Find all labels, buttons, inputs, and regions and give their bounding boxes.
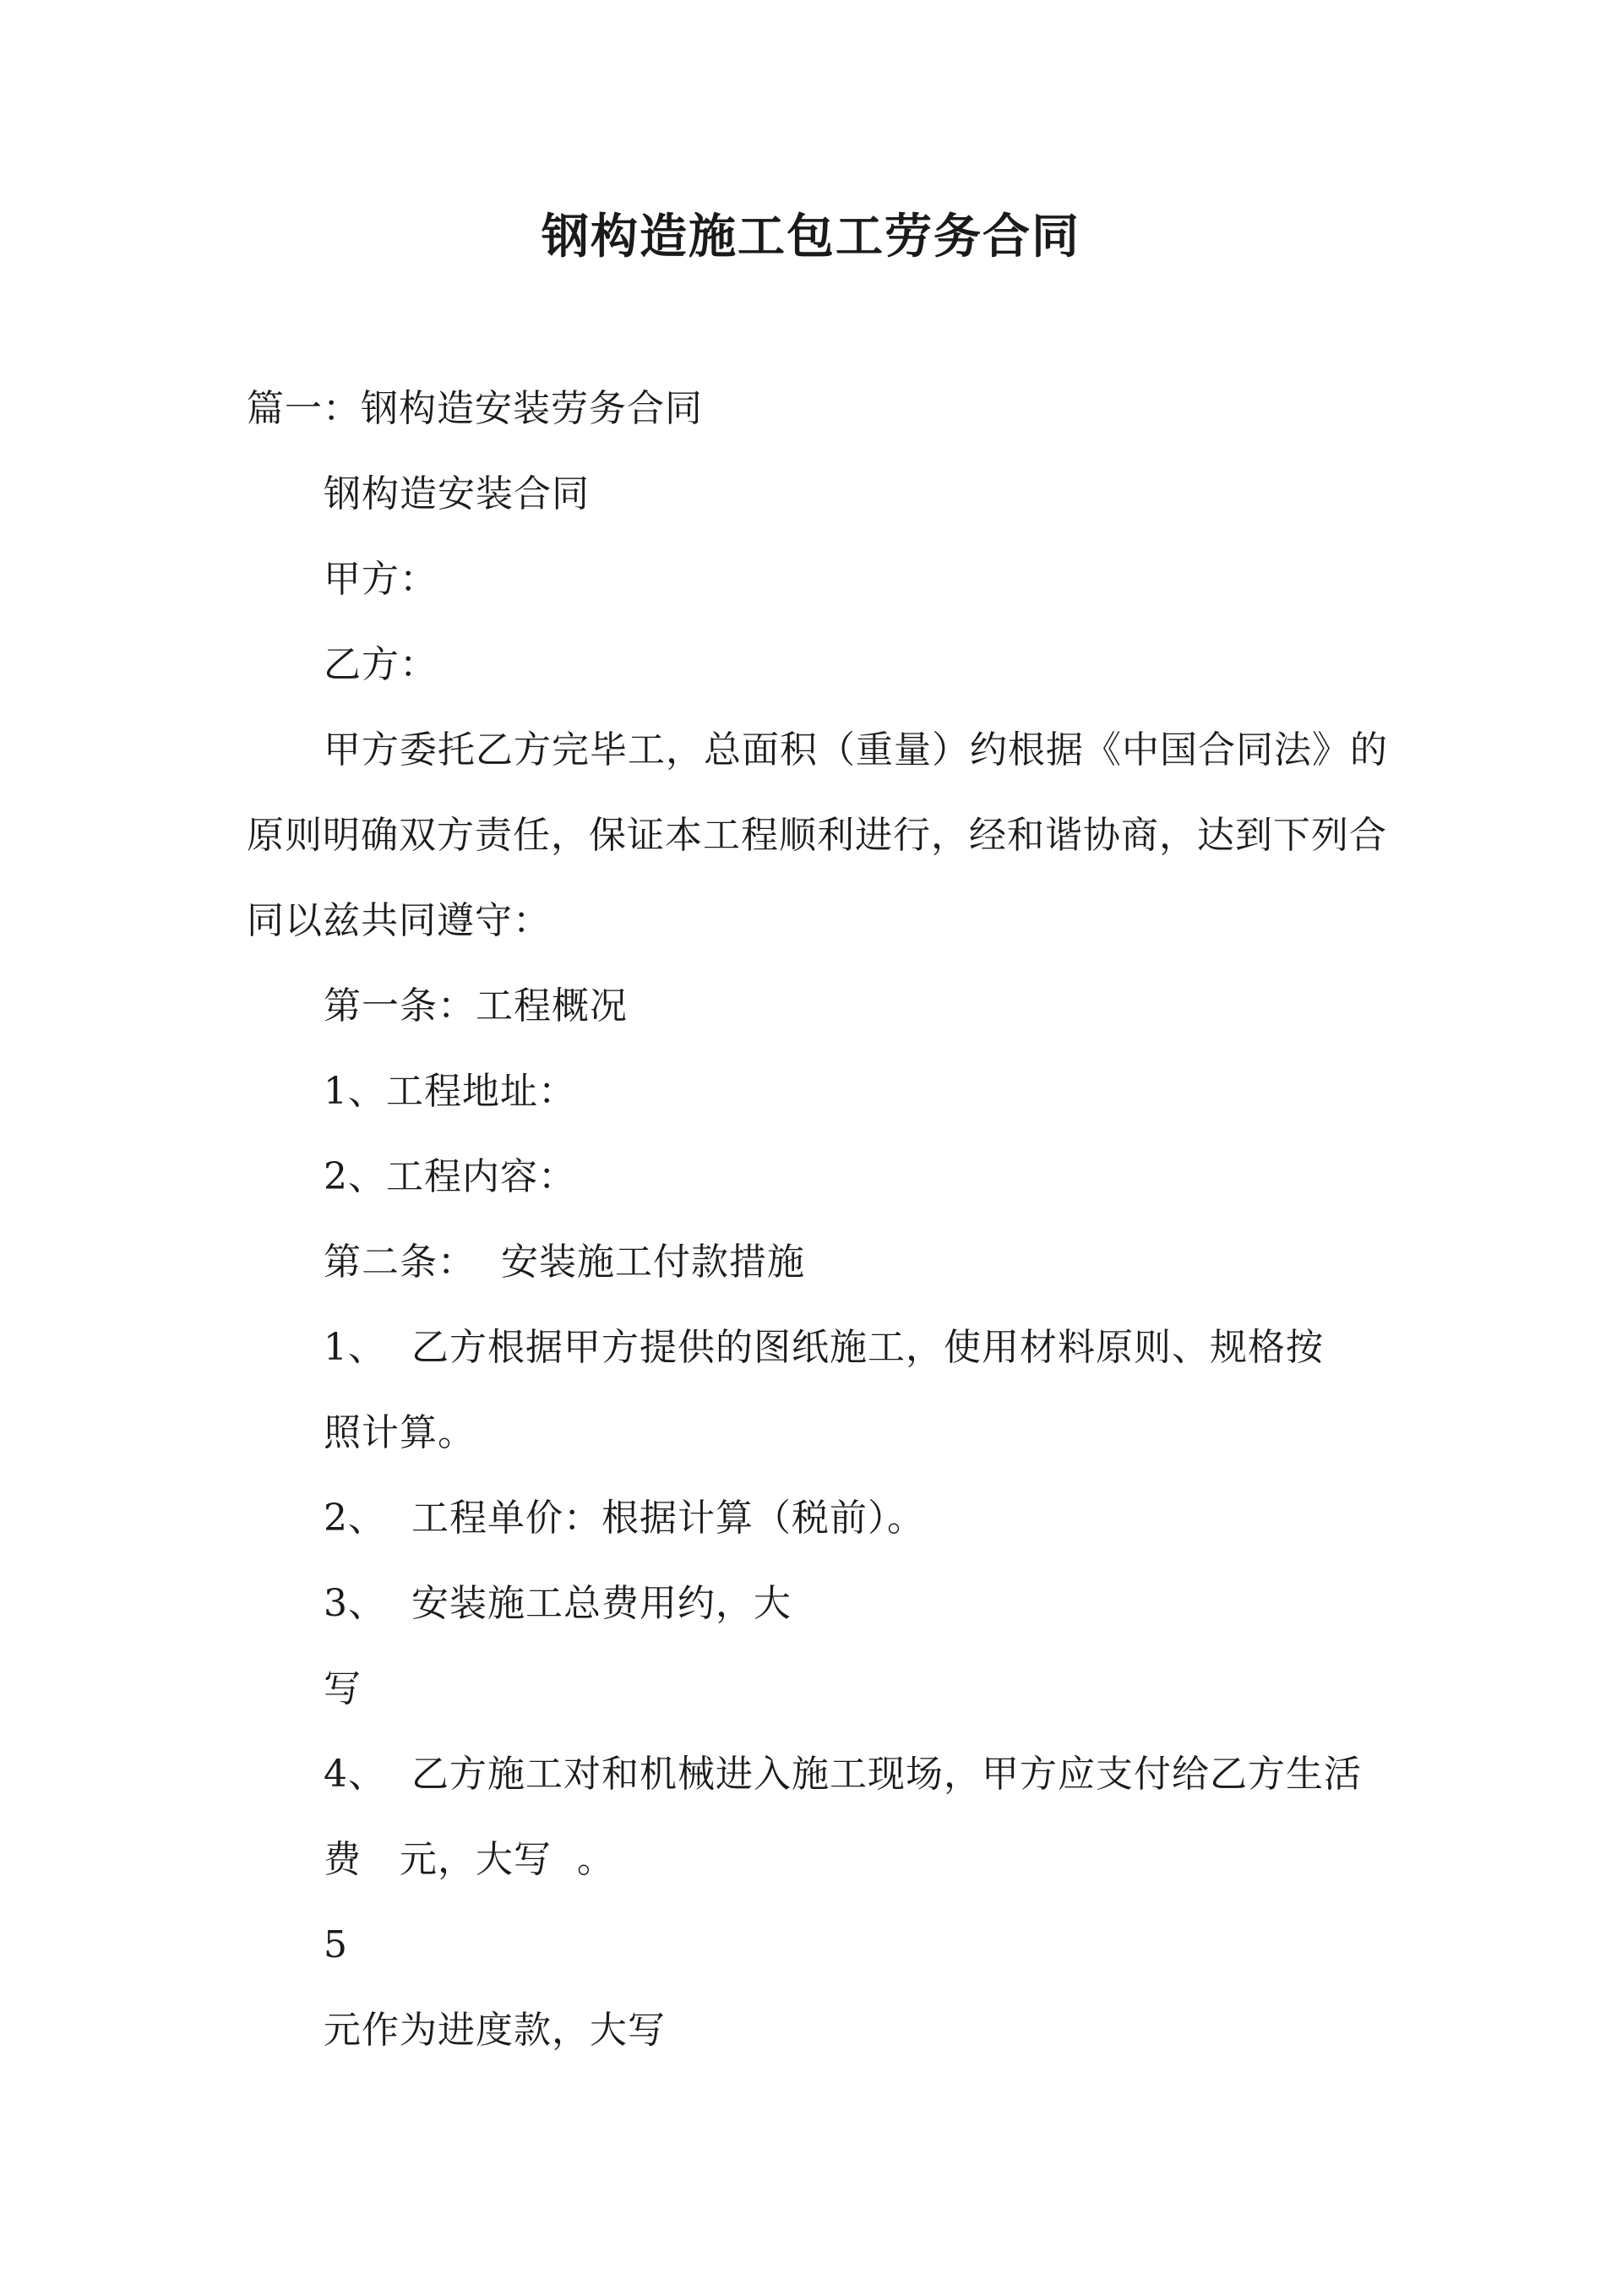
list-item-continuation: 费 元，大写 。	[324, 1838, 615, 1881]
list-item: 3、 安装施工总费用约，大	[324, 1582, 792, 1625]
list-item: 4、 乙方施工对和机械进入施工现场，甲方应支付给乙方生活	[324, 1753, 1362, 1796]
paragraph-line: 同以兹共同遵守：	[247, 899, 551, 942]
list-item: 2、 工程单价：根据计算（税前）。	[324, 1497, 925, 1540]
list-item-continuation: 照计算。	[324, 1411, 476, 1454]
party-a-line: 甲方：	[324, 558, 438, 601]
paragraph-line: 原则明确双方责任，保证本工程顺利进行，经和谐协商，达到下列合	[247, 814, 1387, 857]
party-b-line: 乙方：	[324, 643, 438, 686]
list-item: 5	[324, 1923, 348, 1966]
list-item: 2、工程内容：	[324, 1155, 576, 1198]
list-item-continuation: 元作为进度款，大写	[324, 2009, 666, 2052]
section-heading: 篇一：钢构造安装劳务合同	[247, 387, 703, 430]
paragraph-line: 甲方委托乙方完毕工，总面积（重量）约根据《中国合同法》的	[324, 728, 1388, 772]
article-heading: 第一条：工程概况	[324, 984, 628, 1028]
list-item-continuation: 写	[324, 1667, 362, 1710]
document-title: 钢构造施工包工劳务合同	[542, 209, 1080, 265]
list-item: 1、 乙方根据甲方提供的图纸施工，使用材料原则、规格按	[324, 1326, 1324, 1369]
contract-subtitle: 钢构造安装合同	[324, 472, 590, 515]
list-item: 1、工程地址：	[324, 1070, 576, 1113]
article-heading: 第二条： 安装施工付款措施	[324, 1241, 805, 1284]
